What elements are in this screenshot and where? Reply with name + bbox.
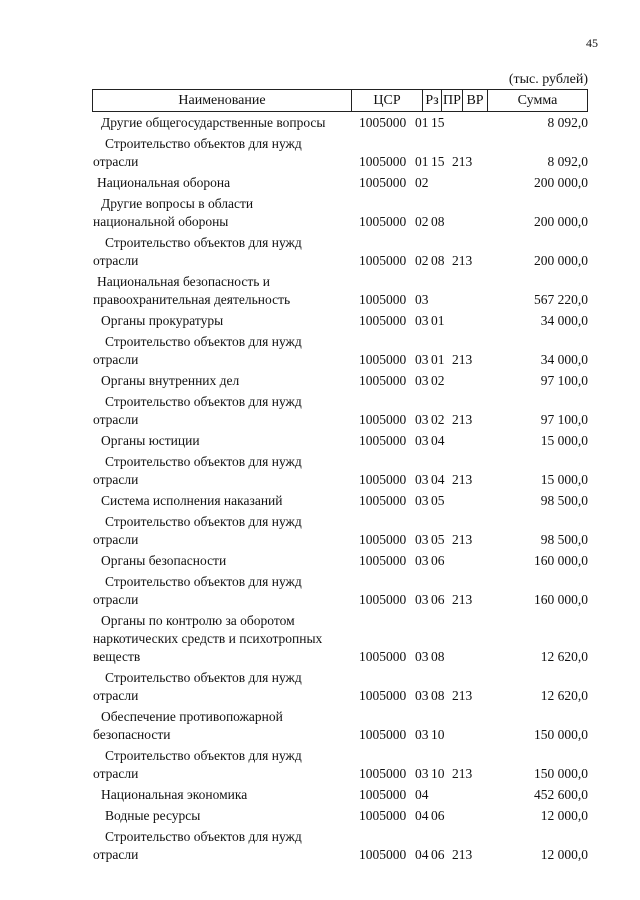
row-csr: 1005000	[359, 553, 407, 568]
row-name-line: Органы прокуратуры	[101, 313, 224, 328]
row-rz: 03	[415, 553, 429, 568]
row-sum: 34 000,0	[540, 313, 588, 328]
row-rz: 03	[415, 412, 429, 427]
table-row	[0, 612, 640, 666]
row-name-line: отрасли	[93, 352, 139, 367]
table-row	[0, 669, 640, 705]
row-name-line: отрасли	[93, 472, 139, 487]
row-sum: 160 000,0	[534, 592, 588, 607]
table-row	[0, 234, 640, 270]
row-name-line: безопасности	[93, 727, 171, 742]
row-sum: 452 600,0	[534, 787, 588, 802]
row-name-line: отрасли	[93, 154, 139, 169]
row-name-line: Органы по контролю за оборотом	[101, 613, 295, 628]
table-row	[0, 708, 640, 744]
row-pr: 10	[431, 766, 445, 781]
row-pr: 06	[431, 847, 445, 862]
row-vr: 213	[452, 766, 473, 781]
row-sum: 15 000,0	[540, 472, 588, 487]
row-name-line: отрасли	[93, 766, 139, 781]
row-csr: 1005000	[359, 412, 407, 427]
table-header	[92, 89, 588, 112]
row-name-line: Водные ресурсы	[105, 808, 201, 823]
table-row	[0, 513, 640, 549]
row-pr: 04	[431, 472, 445, 487]
row-csr: 1005000	[359, 847, 407, 862]
row-pr: 10	[431, 727, 445, 742]
row-rz: 04	[415, 787, 429, 802]
header-rz: Рз	[423, 90, 442, 112]
row-sum: 12 620,0	[540, 649, 588, 664]
row-sum: 200 000,0	[534, 253, 588, 268]
row-pr: 02	[431, 412, 445, 427]
row-name-line: Строительство объектов для нужд	[105, 829, 302, 844]
row-name-line: Органы юстиции	[101, 433, 200, 448]
row-sum: 98 500,0	[540, 493, 588, 508]
row-pr: 06	[431, 592, 445, 607]
row-vr: 213	[452, 253, 473, 268]
row-name-line: Строительство объектов для нужд	[105, 748, 302, 763]
table-row	[0, 273, 640, 309]
row-rz: 01	[415, 154, 429, 169]
table-row	[0, 135, 640, 171]
row-pr: 08	[431, 214, 445, 229]
row-pr: 08	[431, 253, 445, 268]
row-pr: 05	[431, 532, 445, 547]
row-sum: 97 100,0	[540, 412, 588, 427]
row-sum: 150 000,0	[534, 766, 588, 781]
row-sum: 8 092,0	[547, 154, 588, 169]
row-csr: 1005000	[359, 175, 407, 190]
row-rz: 02	[415, 175, 429, 190]
row-rz: 03	[415, 472, 429, 487]
page-number: 45	[586, 36, 598, 50]
row-pr: 06	[431, 553, 445, 568]
row-name-line: Строительство объектов для нужд	[105, 670, 302, 685]
row-name-line: Обеспечение противопожарной	[101, 709, 283, 724]
row-csr: 1005000	[359, 649, 407, 664]
row-csr: 1005000	[359, 592, 407, 607]
row-name-line: Другие вопросы в области	[101, 196, 254, 211]
table-row	[0, 195, 640, 231]
row-csr: 1005000	[359, 313, 407, 328]
row-vr: 213	[452, 688, 473, 703]
row-sum: 34 000,0	[540, 352, 588, 367]
row-rz: 04	[415, 847, 429, 862]
header-vr: ВР	[463, 90, 488, 112]
row-vr: 213	[452, 352, 473, 367]
table-row	[0, 747, 640, 783]
row-sum: 160 000,0	[534, 553, 588, 568]
row-rz: 03	[415, 292, 429, 307]
row-sum: 567 220,0	[534, 292, 588, 307]
row-name-line: правоохранительная деятельность	[93, 292, 291, 307]
row-rz: 02	[415, 253, 429, 268]
row-name-line: Национальная оборона	[97, 175, 231, 190]
row-csr: 1005000	[359, 253, 407, 268]
header-name: Наименование	[93, 90, 352, 112]
row-rz: 01	[415, 115, 429, 130]
row-sum: 97 100,0	[540, 373, 588, 388]
row-sum: 150 000,0	[534, 727, 588, 742]
row-rz: 03	[415, 433, 429, 448]
row-vr: 213	[452, 154, 473, 169]
row-csr: 1005000	[359, 766, 407, 781]
table-row	[0, 453, 640, 489]
table-row	[0, 786, 640, 804]
row-sum: 12 620,0	[540, 688, 588, 703]
row-name-line: Строительство объектов для нужд	[105, 394, 302, 409]
row-rz: 02	[415, 214, 429, 229]
budget-rows	[0, 114, 640, 864]
row-csr: 1005000	[359, 493, 407, 508]
row-name-line: Органы безопасности	[101, 553, 227, 568]
row-name-line: отрасли	[93, 532, 139, 547]
row-pr: 08	[431, 688, 445, 703]
row-sum: 8 092,0	[547, 115, 588, 130]
row-csr: 1005000	[359, 727, 407, 742]
row-vr: 213	[452, 472, 473, 487]
row-name-line: Строительство объектов для нужд	[105, 454, 302, 469]
row-name-line: Строительство объектов для нужд	[105, 574, 302, 589]
row-vr: 213	[452, 532, 473, 547]
row-name-line: веществ	[93, 649, 141, 664]
row-rz: 03	[415, 649, 429, 664]
row-rz: 03	[415, 592, 429, 607]
row-pr: 15	[431, 154, 445, 169]
row-rz: 04	[415, 808, 429, 823]
row-pr: 05	[431, 493, 445, 508]
row-name-line: наркотических средств и психотропных	[93, 631, 323, 646]
table-row	[0, 828, 640, 864]
row-csr: 1005000	[359, 373, 407, 388]
row-name-line: Строительство объектов для нужд	[105, 235, 302, 250]
row-rz: 03	[415, 352, 429, 367]
table-row	[0, 393, 640, 429]
row-name-line: национальной обороны	[93, 214, 229, 229]
row-name-line: Органы внутренних дел	[101, 373, 240, 388]
row-rz: 03	[415, 688, 429, 703]
row-csr: 1005000	[359, 433, 407, 448]
row-rz: 03	[415, 493, 429, 508]
row-sum: 200 000,0	[534, 175, 588, 190]
table-row	[0, 312, 640, 330]
header-pr: ПР	[442, 90, 463, 112]
table-row	[0, 492, 640, 510]
table-row	[0, 573, 640, 609]
row-pr: 06	[431, 808, 445, 823]
row-sum: 98 500,0	[540, 532, 588, 547]
header-sum: Сумма	[488, 90, 588, 112]
row-csr: 1005000	[359, 472, 407, 487]
row-pr: 01	[431, 352, 445, 367]
row-sum: 12 000,0	[540, 808, 588, 823]
row-csr: 1005000	[359, 532, 407, 547]
row-name-line: Строительство объектов для нужд	[105, 334, 302, 349]
row-rz: 03	[415, 532, 429, 547]
row-csr: 1005000	[359, 292, 407, 307]
row-sum: 12 000,0	[540, 847, 588, 862]
row-name-line: Национальная экономика	[101, 787, 248, 802]
row-sum: 200 000,0	[534, 214, 588, 229]
row-rz: 03	[415, 766, 429, 781]
row-vr: 213	[452, 412, 473, 427]
table-row	[0, 432, 640, 450]
row-name-line: отрасли	[93, 688, 139, 703]
row-csr: 1005000	[359, 214, 407, 229]
row-pr: 08	[431, 649, 445, 664]
row-vr: 213	[452, 847, 473, 862]
row-csr: 1005000	[359, 352, 407, 367]
row-pr: 01	[431, 313, 445, 328]
row-csr: 1005000	[359, 787, 407, 802]
row-pr: 02	[431, 373, 445, 388]
row-csr: 1005000	[359, 688, 407, 703]
row-vr: 213	[452, 592, 473, 607]
row-name-line: отрасли	[93, 253, 139, 268]
header-csr: ЦСР	[352, 90, 423, 112]
row-name-line: Строительство объектов для нужд	[105, 514, 302, 529]
row-name-line: отрасли	[93, 412, 139, 427]
table-row	[0, 174, 640, 192]
row-name-line: отрасли	[93, 592, 139, 607]
row-name-line: Система исполнения наказаний	[101, 493, 283, 508]
row-pr: 15	[431, 115, 445, 130]
row-csr: 1005000	[359, 115, 407, 130]
row-name-line: отрасли	[93, 847, 139, 862]
table-row	[0, 114, 640, 132]
table-row	[0, 333, 640, 369]
row-rz: 03	[415, 373, 429, 388]
units-label: (тыс. рублей)	[508, 72, 588, 87]
row-name-line: Строительство объектов для нужд	[105, 136, 302, 151]
table-row	[0, 807, 640, 825]
table-row	[0, 372, 640, 390]
row-name-line: Другие общегосударственные вопросы	[101, 115, 326, 130]
row-csr: 1005000	[359, 808, 407, 823]
row-rz: 03	[415, 313, 429, 328]
row-csr: 1005000	[359, 154, 407, 169]
row-rz: 03	[415, 727, 429, 742]
row-sum: 15 000,0	[540, 433, 588, 448]
table-row	[0, 552, 640, 570]
row-name-line: Национальная безопасность и	[97, 274, 270, 289]
row-pr: 04	[431, 433, 445, 448]
